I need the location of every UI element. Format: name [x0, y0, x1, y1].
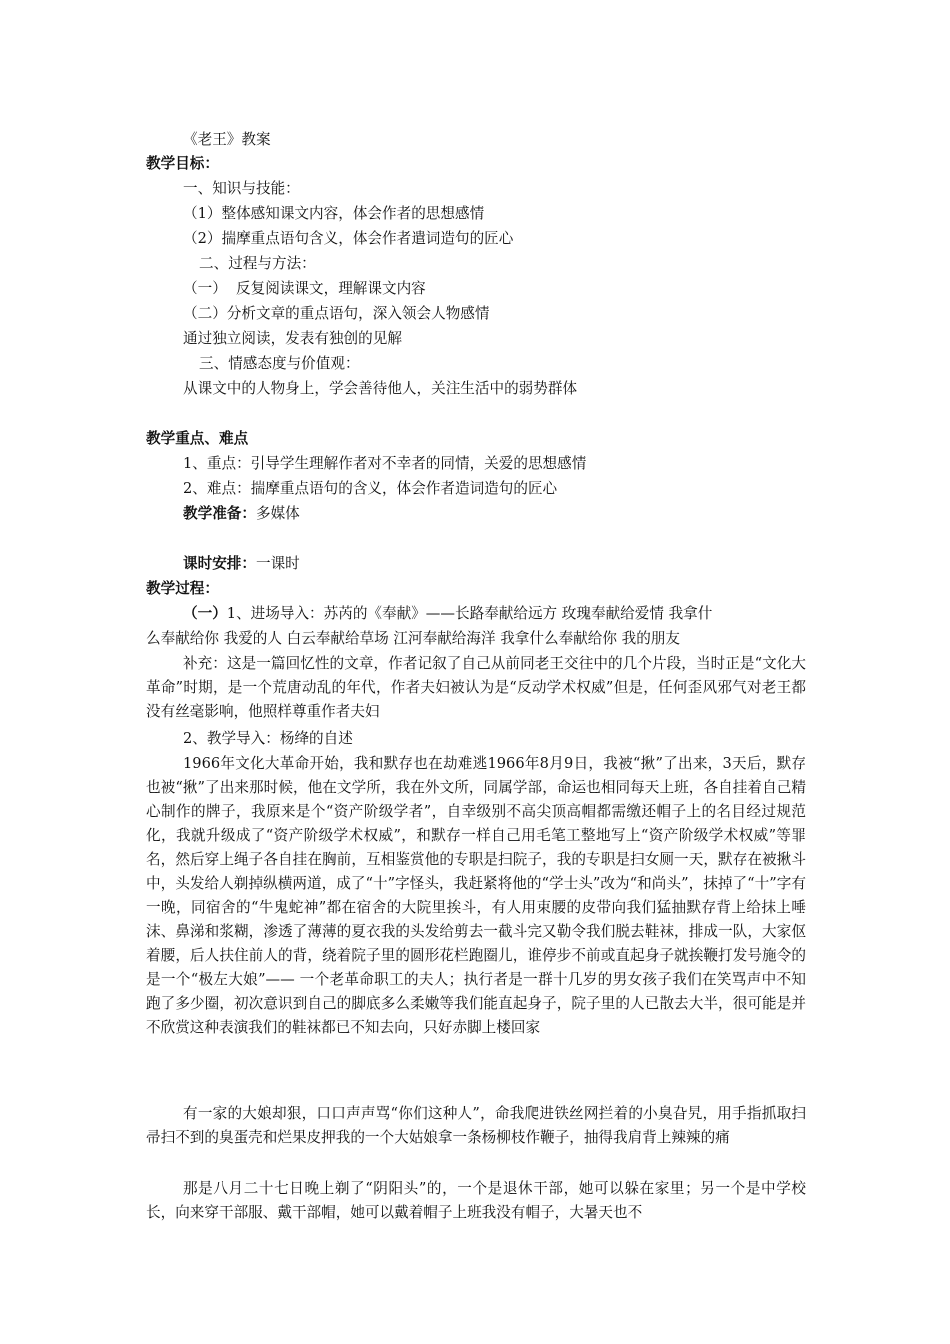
keypoint-1: 1、重点：引导学生理解作者对不幸者的同情，关爱的思想感情 [183, 455, 587, 472]
process-part-1-label: （一） [183, 605, 227, 622]
objective-item-1-1: （1）整体感知课文内容，体会作者的思想感情 [183, 205, 485, 222]
objective-section-1: 一、知识与技能： [183, 180, 300, 197]
objectives-heading: 教学目标： [146, 155, 219, 172]
keypoints-heading: 教学重点、难点 [146, 430, 249, 447]
supplement-paragraph: 补充：这是一篇回忆性的文章，作者记叙了自己从前同老王交往中的几个片段，当时正是“文化大革命”时期，是一个荒唐动乱的年代，作者夫妇被认为是“反动学术权威”但是，任何歪风邪气对老王都没有丝毫影响，他照样尊重作者夫妇 [146, 655, 806, 720]
preparation-value: 多媒体 [255, 505, 300, 522]
objective-section-3: 三、情感态度与价值观： [199, 355, 360, 372]
objective-item-2-2: （二）分析文章的重点语句，深入领会人物感情 [183, 305, 490, 322]
narrative-paragraph-2: 有一家的大娘却狠，口口声声骂“你们这种人”，命我爬进铁丝网拦着的小臭旮旯，用手指抓取扫帚扫不到的臭蛋壳和烂果皮押我的一个大姑娘拿一条杨柳枝作鞭子，抽得我肩背上辣辣的痛 [146, 1105, 806, 1146]
schedule-line [183, 552, 300, 576]
schedule-value: 一课时 [255, 555, 300, 572]
process-intro-line-1 [183, 602, 712, 626]
objective-item-3-1: 从课文中的人物身上，学会善待他人，关注生活中的弱势群体 [183, 380, 578, 397]
intro-2-heading: 2、教学导入：杨绛的自述 [183, 730, 353, 747]
objective-section-2: 二、过程与方法： [199, 255, 316, 272]
preparation-line [183, 502, 300, 526]
process-heading: 教学过程： [146, 580, 219, 597]
preparation-label: 教学准备： [183, 505, 256, 522]
keypoint-2: 2、难点：揣摩重点语句的含义，体会作者造词造句的匠心 [183, 480, 558, 497]
process-intro-line-2: 么奉献给你 我爱的人 白云奉献给草场 江河奉献给海洋 我拿什么奉献给你 我的朋友 [146, 630, 680, 647]
process-intro-text: 1、进场导入：苏芮的《奉献》——长路奉献给远方 玫瑰奉献给爱情 我拿什 [226, 605, 713, 622]
objective-item-1-2: （2）揣摩重点语句含义，体会作者遣词造句的匠心 [183, 230, 514, 247]
schedule-label: 课时安排： [183, 555, 256, 572]
objective-item-2-3: 通过独立阅读，发表有独创的见解 [183, 330, 402, 347]
narrative-paragraph-3: 那是八月二十七日晚上剃了“阴阳头”的，一个是退休干部，她可以躲在家里；另一个是中学校长，向来穿干部服、戴干部帽，她可以戴着帽子上班我没有帽子，大暑天也不 [146, 1180, 806, 1221]
document-title: 《老王》教案 [183, 131, 271, 148]
objective-item-2-1: （一） 反复阅读课文，理解课文内容 [183, 280, 426, 297]
narrative-paragraph-1: 1966年文化大革命开始，我和默存也在劫难逃1966年8月9日，我被“揪”了出来，3天后，默存也被“揪”了出来那时候，他在文学所，我在外文所，同属学部，命运也相同每天上班，各自挂着自己精心制作的牌子，我原来是个“资产阶级学者”，自幸级别不高尖顶高帽都需缴还帽子上的名目经过规范化，我就升级成了“资产阶级学术权威”，和默存一样自己用毛笔工整地写上“资产阶级学术权威”等罪名，然后穿上绳子各自挂在胸前，互相鉴赏他的专职是扫院子，我的专职是扫女厕一天，默存在被揪斗中，头发给人剃掉纵横两道，成了“十”字怪头，我赶紧将他的“学士头”改为“和尚头”，抹掉了“十”字有一晚，同宿舍的“牛鬼蛇神”都在宿舍的大院里挨斗，有人用束腰的皮带向我们猛抽默存背上给抹上唾沫、鼻涕和浆糊，渗透了薄薄的夏衣我的头发给剪去一截斗完又勒令我们脱去鞋袜，排成一队，大家伛着腰，后人扶住前人的背，绕着院子里的圆形花栏跑圈儿，谁停步不前或直起身子就挨鞭打发号施令的是一个“极左大娘”—— 一个老革命职工的夫人；执行者是一群十几岁的男女孩子我们在笑骂声中不知跑了多少圈，初次意识到自己的脚底多么柔嫩等我们能直起身子，院子里的人已散去大半，很可能是并不欣赏这种表演我们的鞋袜都已不知去向，只好赤脚上楼回家 [146, 755, 806, 1036]
